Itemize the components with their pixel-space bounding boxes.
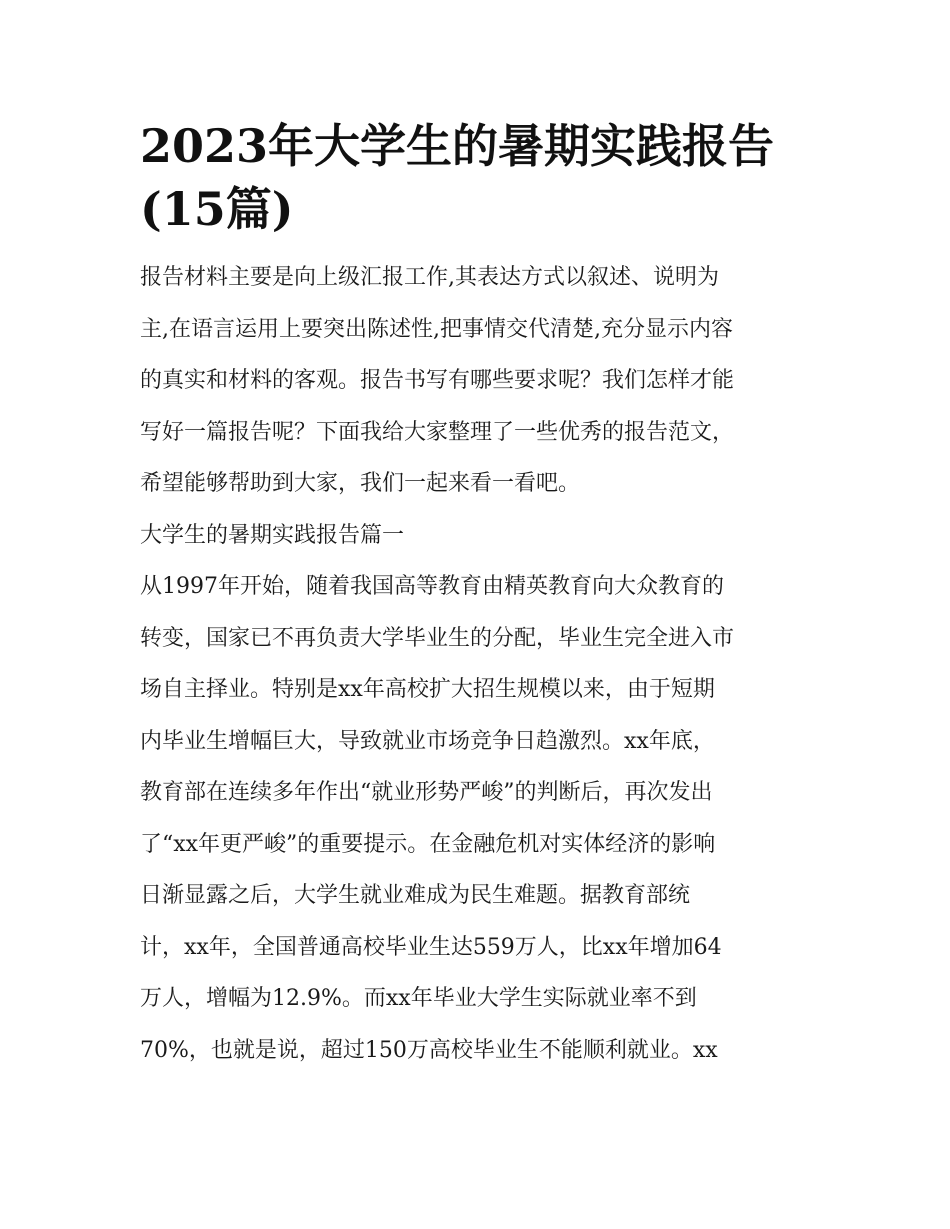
text-line: 主,在语言运用上要突出陈述性,把事情交代清楚,充分显示内容 [140,316,733,342]
text-line: 写好一篇报告呢？下面我给大家整理了一些优秀的报告范文， [140,419,735,445]
body-paragraph [140,561,812,1076]
text-line: 计，xx年，全国普通高校毕业生达559万人，比xx年增加64 [140,934,722,960]
text-line: 希望能够帮助到大家，我们一起来看一看吧。 [140,471,581,496]
document-title [140,115,812,241]
title-line: (15篇) [140,182,294,236]
text-line: 报告材料主要是向上级汇报工作,其表达方式以叙述、说明为 [140,265,719,290]
text-line: 教育部在连续多年作出“就业形势严峻”的判断后，再次发出 [140,780,713,805]
text-line: 了“xx年更严峻”的重要提示。在金融危机对实体经济的影响 [140,831,716,857]
section-heading: 大学生的暑期实践报告篇一 [140,522,405,548]
text-line: 日渐显露之后，大学生就业难成为民生难题。据教育部统 [140,883,691,908]
text-line: 万人，增幅为12.9%。而xx年毕业大学生实际就业率不到 [140,986,697,1011]
text-line: 70%，也就是说，超过150万高校毕业生不能顺利就业。xx [140,1037,718,1063]
intro-paragraph [140,252,812,510]
text-line: 转变，国家已不再负责大学毕业生的分配，毕业生完全进入市 [140,625,735,651]
text-line: 从1997年开始，随着我国高等教育由精英教育向大众教育的 [140,574,724,599]
document-content [140,115,812,1076]
text-line: 场自主择业。特别是xx年高校扩大招生规模以来，由于短期 [140,677,715,702]
title-line: 2023年大学生的暑期实践报告 [140,119,775,173]
text-line: 内毕业生增幅巨大，导致就业市场竞争日趋激烈。xx年底， [140,728,715,754]
text-line: 的真实和材料的客观。报告书写有哪些要求呢？我们怎样才能 [140,368,735,393]
